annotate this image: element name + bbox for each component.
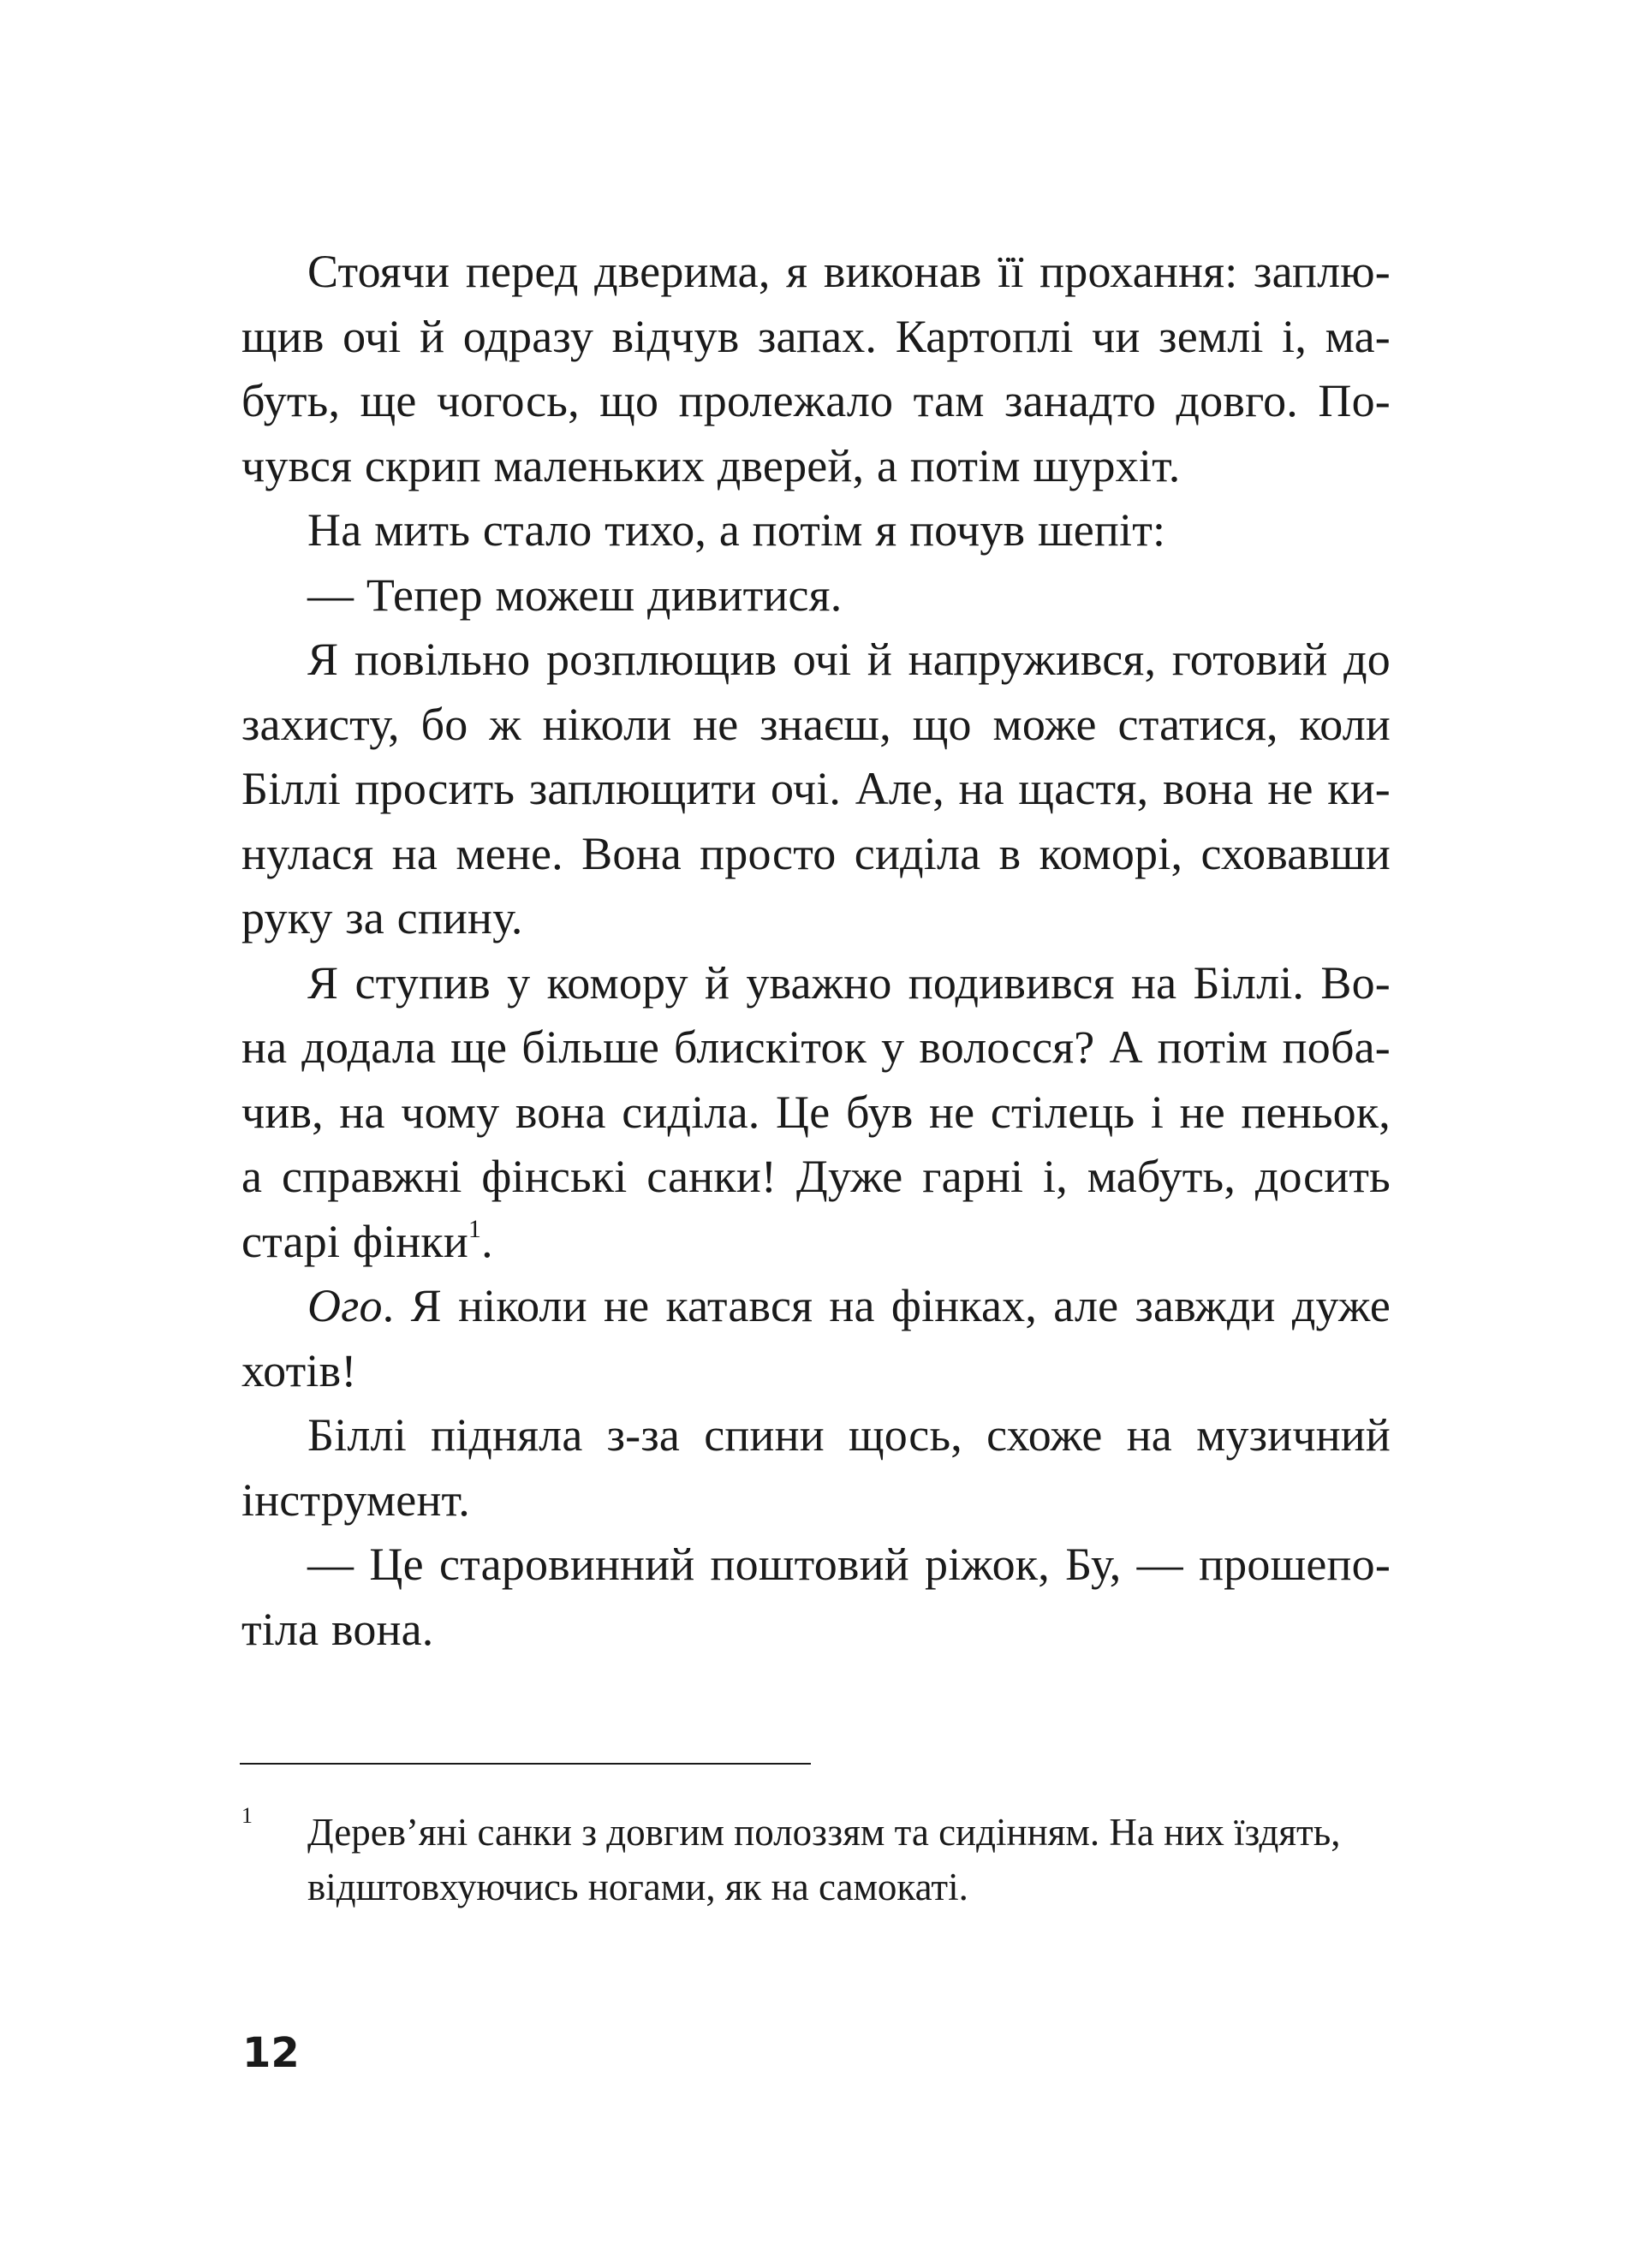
dialogue-line: — Тепер можеш дивитися.	[307, 568, 843, 621]
footnote-line: відштовхуючись ногами, як на самокаті.	[307, 1866, 968, 1908]
text-line: Я ступив у комору й уважно подивився на Біллі. Во-	[307, 956, 1391, 1009]
text-line: інструмент.	[241, 1473, 470, 1526]
dialogue-line: тіла вона.	[241, 1603, 434, 1655]
text-line: щив очі й одразу відчув запах. Картоплі чи землі і, ма-	[241, 310, 1391, 362]
footnote	[241, 1805, 1391, 1914]
text-line: на додала ще більше блискіток у волосся? А потім поба-	[241, 1021, 1391, 1073]
text-line	[241, 1274, 1391, 1339]
text-line: Стоячи перед дверима, я виконав її прохання: заплю-	[307, 246, 1391, 297]
text-line-with-footnote	[241, 1210, 1391, 1275]
text-line: нулася на мене. Вона просто сиділа в коморі, сховавши	[241, 827, 1391, 879]
text-fragment: .	[481, 1215, 493, 1267]
text-line: чувся скрип маленьких дверей, а потім шурхіт.	[241, 439, 1181, 491]
text-line: Біллі просить заплющити очі. Але, на щастя, вона не ки-	[241, 763, 1391, 814]
footnote-line: Дерев’яні санки з довгим полоззям та сидінням. На них їздять,	[307, 1811, 1341, 1854]
main-text	[241, 240, 1391, 1662]
text-line: хотів!	[241, 1344, 357, 1396]
text-line: чив, на чому вона сиділа. Це був не стілець і не пеньок,	[241, 1086, 1391, 1138]
page-number: 12	[242, 2029, 300, 2077]
text-line: Біллі підняла з-за спини щось, схоже на музичний	[307, 1409, 1391, 1461]
text-line: буть, ще чогось, що пролежало там занадто довго. По-	[241, 375, 1391, 426]
text-fragment: . Я ніколи не катався на фінках, але завжди дуже	[382, 1280, 1391, 1331]
dialogue-line: — Це старовинний поштовий ріжок, Бу, — прошепо-	[307, 1539, 1391, 1590]
footnote-reference: 1	[468, 1214, 482, 1243]
footnote-mark: 1	[241, 1803, 253, 1828]
text-line: а справжні фінські санки! Дуже гарні і, мабуть, досить	[241, 1151, 1391, 1202]
footnote-divider	[240, 1763, 811, 1765]
footnote-text	[307, 1805, 1391, 1914]
text-line: На мить стало тихо, а потім я почув шепіт:	[307, 504, 1166, 556]
text-line: Я повільно розплющив очі й напружився, готовий до	[307, 634, 1391, 685]
italic-word: Ого	[307, 1280, 383, 1331]
text-line: руку за спину.	[241, 892, 523, 944]
text-line: захисту, бо ж ніколи не знаєш, що може статися, коли	[241, 698, 1391, 750]
text-fragment: старі фінки	[241, 1215, 468, 1267]
